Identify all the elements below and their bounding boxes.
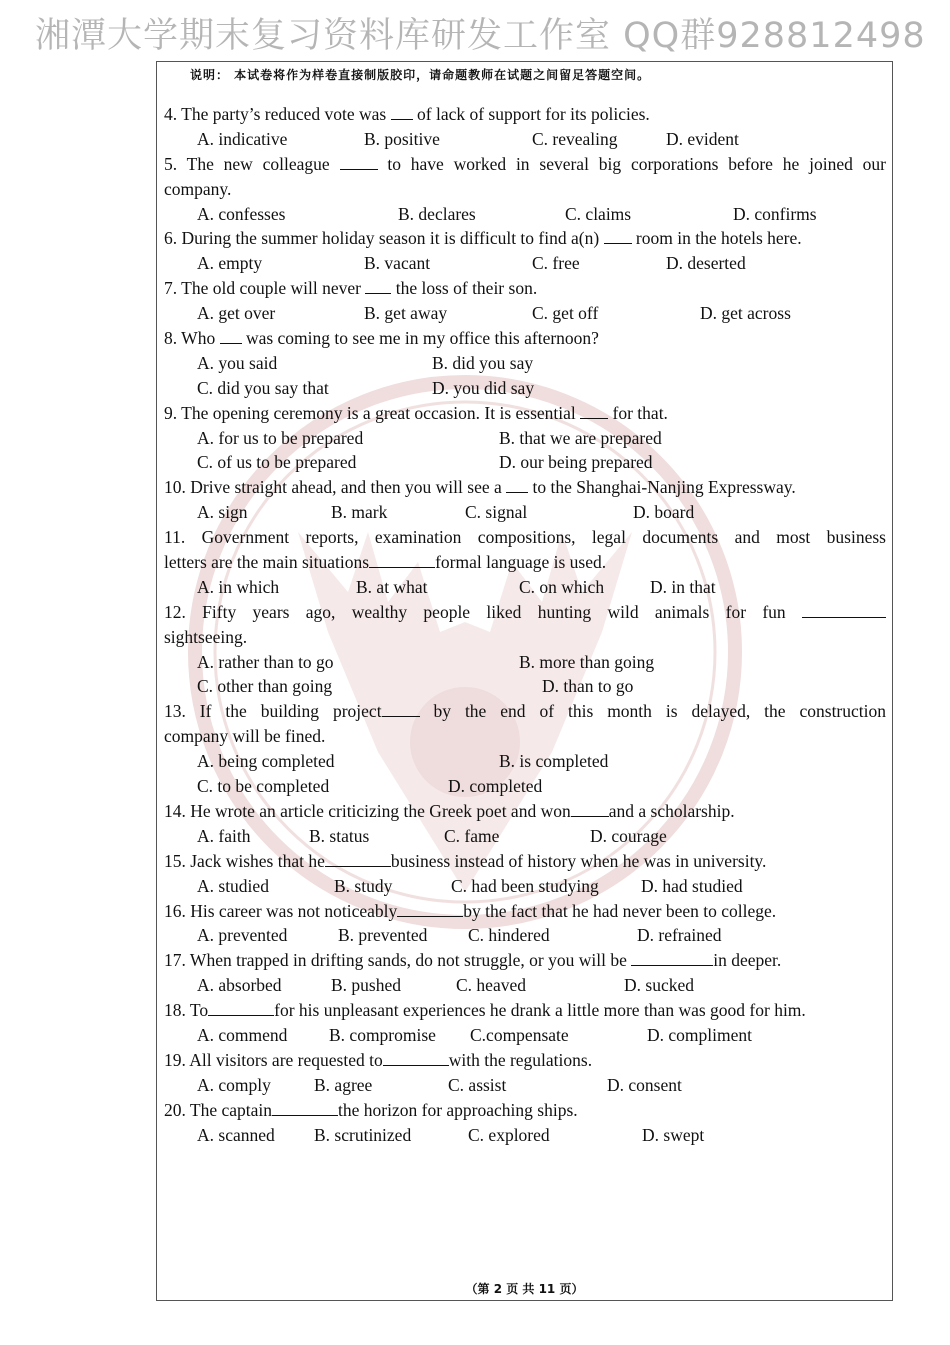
question-15-stem: 15. Jack wishes that he business instead of history when he was in university. xyxy=(164,850,767,871)
question-13-stem-cont: company will be fined. xyxy=(164,726,326,747)
option-c: C. fame xyxy=(444,825,500,846)
option-d: D. board xyxy=(633,502,695,523)
option-b: B. at what xyxy=(356,576,428,597)
option-c: C. other than going xyxy=(197,676,333,697)
option-b: B. agree xyxy=(314,1074,373,1095)
question-9-options-row2 xyxy=(164,450,886,475)
option-c: C.compensate xyxy=(470,1024,569,1045)
option-d: D. get across xyxy=(700,303,791,324)
option-d: D. completed xyxy=(448,776,543,797)
question-14-stem: 14. He wrote an article criticizing the Greek poet and won and a scholarship. xyxy=(164,800,735,821)
page-number-footer: （第 2 页 共 11 页） xyxy=(465,1282,584,1296)
question-14-options xyxy=(164,824,886,849)
question-20-stem: 20. The captain the horizon for approaching ships. xyxy=(164,1099,578,1120)
question-4-options xyxy=(164,127,886,152)
question-9-stem: 9. The opening ceremony is a great occasion. It is essential for that. xyxy=(164,402,668,423)
question-6-options xyxy=(164,251,886,276)
option-d: D. confirms xyxy=(733,203,817,224)
question-13-options-row2 xyxy=(164,774,886,799)
option-c: C. had been studying xyxy=(451,875,599,896)
question-18-stem: 18. To for his unpleasant experiences he drank a little more than was good for him. xyxy=(164,1000,806,1021)
option-c: C. revealing xyxy=(532,128,618,149)
option-b: B. study xyxy=(334,875,393,896)
option-a: A. indicative xyxy=(197,128,288,149)
option-c: C. did you say that xyxy=(197,377,329,398)
option-a: A. being completed xyxy=(197,751,335,772)
question-13-options-row1 xyxy=(164,749,886,774)
option-d: D. evident xyxy=(666,128,739,149)
option-d: D. in that xyxy=(650,576,716,597)
option-a: A. for us to be prepared xyxy=(197,427,364,448)
option-c: C. to be completed xyxy=(197,776,330,797)
question-list xyxy=(164,102,886,1147)
option-a: A. confesses xyxy=(197,203,286,224)
option-d: D. our being prepared xyxy=(499,452,653,473)
option-c: C. free xyxy=(532,253,580,274)
header-watermark: 湘潭大学期末复习资料库研发工作室 QQ群928812498 xyxy=(35,16,926,56)
option-d: D. refrained xyxy=(637,925,722,946)
option-b: B. is completed xyxy=(499,751,609,772)
question-5-stem: 5. The new colleague to have worked in several big corporations before he joined our xyxy=(164,153,886,174)
option-d: D. had studied xyxy=(641,875,743,896)
question-20-options xyxy=(164,1123,886,1148)
option-d: D. compliment xyxy=(647,1024,752,1045)
question-8-options-row1 xyxy=(164,351,886,376)
option-d: D. sucked xyxy=(624,975,694,996)
option-b: B. mark xyxy=(331,502,388,523)
option-b: B. scrutinized xyxy=(314,1124,412,1145)
question-5-options xyxy=(164,202,886,227)
option-b: B. that we are prepared xyxy=(499,427,662,448)
question-7-options xyxy=(164,301,886,326)
instruction-note: 说明： 本试卷将作为样卷直接制版胶印，请命题教师在试题之间留足答题空间。 xyxy=(190,68,651,82)
option-c: C. signal xyxy=(465,502,528,523)
option-b: B. did you say xyxy=(432,352,534,373)
question-5-stem-cont: company. xyxy=(164,178,232,199)
option-a: A. rather than to go xyxy=(197,651,334,672)
question-16-options xyxy=(164,923,886,948)
question-9-options-row1 xyxy=(164,426,886,451)
option-b: B. get away xyxy=(364,303,448,324)
option-b: B. more than going xyxy=(519,651,655,672)
option-a: A. commend xyxy=(197,1024,288,1045)
option-d: D. courage xyxy=(590,825,667,846)
option-b: B. compromise xyxy=(329,1024,436,1045)
option-d: D. than to go xyxy=(542,676,634,697)
question-16-stem: 16. His career was not noticeably by the fact that he had never been to college. xyxy=(164,900,777,921)
option-a: A. sign xyxy=(197,502,248,523)
option-c: C. hindered xyxy=(468,925,550,946)
question-11-options xyxy=(164,575,886,600)
question-10-stem: 10. Drive straight ahead, and then you will see a to the Shanghai-Nanjing Expressway. xyxy=(164,477,796,498)
option-b: B. status xyxy=(309,825,370,846)
option-b: B. positive xyxy=(364,128,440,149)
option-c: C. assist xyxy=(448,1074,507,1095)
question-18-options xyxy=(164,1023,886,1048)
question-12-options-row1 xyxy=(164,650,886,675)
option-a: A. absorbed xyxy=(197,975,282,996)
option-a: A. you said xyxy=(197,352,278,373)
question-8-options-row2 xyxy=(164,376,886,401)
option-b: B. pushed xyxy=(331,975,401,996)
option-c: C. explored xyxy=(468,1124,550,1145)
option-a: A. studied xyxy=(197,875,269,896)
option-a: A. comply xyxy=(197,1074,271,1095)
question-11-stem-cont: letters are the main situations formal language is used. xyxy=(164,552,607,573)
option-a: A. faith xyxy=(197,825,251,846)
option-c: C. get off xyxy=(532,303,599,324)
option-c: C. on which xyxy=(519,576,605,597)
option-d: D. consent xyxy=(607,1074,682,1095)
question-17-stem: 17. When trapped in drifting sands, do not struggle, or you will be in deeper. xyxy=(164,950,782,971)
option-c: C. heaved xyxy=(456,975,526,996)
option-d: D. swept xyxy=(642,1124,705,1145)
option-a: A. prevented xyxy=(197,925,288,946)
question-6-stem: 6. During the summer holiday season it is difficult to find a(n) room in the hotels here. xyxy=(164,228,802,249)
option-d: D. you did say xyxy=(432,377,535,398)
question-13-stem: 13. If the building project by the end of this month is delayed, the construction xyxy=(164,701,886,722)
option-c: C. claims xyxy=(565,203,632,224)
question-19-options xyxy=(164,1073,886,1098)
question-19-stem: 19. All visitors are requested to with the regulations. xyxy=(164,1049,593,1070)
option-a: A. in which xyxy=(197,576,280,597)
option-b: B. prevented xyxy=(338,925,428,946)
question-12-stem-cont: sightseeing. xyxy=(164,626,248,647)
question-15-options xyxy=(164,874,886,899)
question-10-options xyxy=(164,500,886,525)
question-8-stem: 8. Who was coming to see me in my office this afternoon? xyxy=(164,328,599,349)
option-a: A. get over xyxy=(197,303,276,324)
option-a: A. scanned xyxy=(197,1124,275,1145)
option-d: D. deserted xyxy=(666,253,746,274)
question-11-stem: 11. Government reports, examination compositions, legal documents and most business xyxy=(164,527,886,548)
option-c: C. of us to be prepared xyxy=(197,452,357,473)
question-12-stem: 12. Fifty years ago, wealthy people liked hunting wild animals for fun xyxy=(164,600,886,625)
question-7-stem: 7. The old couple will never the loss of their son. xyxy=(164,278,538,299)
question-12-options-row2 xyxy=(164,674,886,699)
question-4-stem: 4. The party’s reduced vote was of lack of support for its policies. xyxy=(164,104,650,124)
option-a: A. empty xyxy=(197,253,263,274)
option-b: B. declares xyxy=(398,203,476,224)
question-17-options xyxy=(164,973,886,998)
option-b: B. vacant xyxy=(364,253,431,274)
